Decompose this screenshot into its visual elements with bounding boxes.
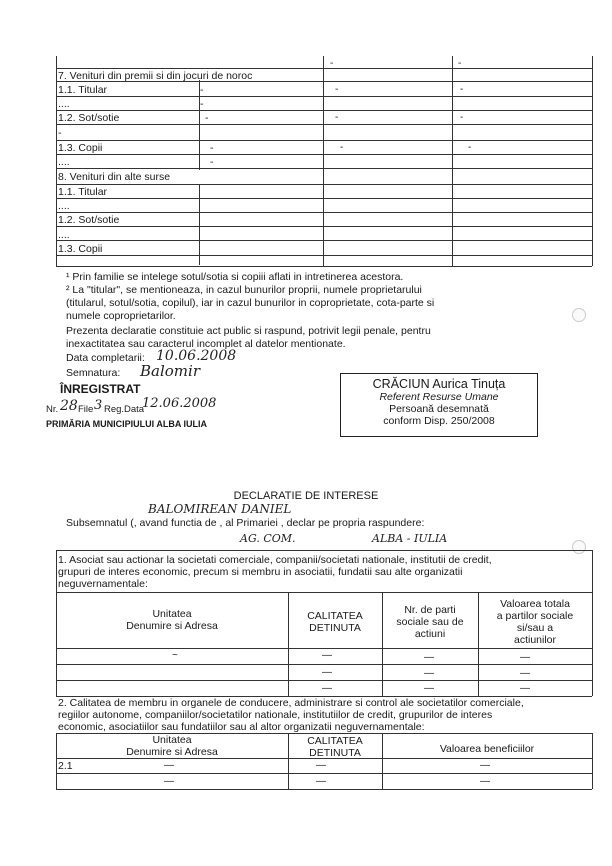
dash-mark: — bbox=[164, 760, 174, 771]
dash-mark: — bbox=[322, 667, 332, 678]
file-label: File bbox=[78, 404, 94, 415]
t2-col3: Valoarea beneficiilor bbox=[439, 743, 535, 755]
t2-row-1-label: 2.1 bbox=[58, 760, 73, 772]
referent-name: CRĂCIUN Aurica Tinuța bbox=[372, 377, 506, 391]
dash-mark: — bbox=[322, 650, 332, 661]
data-label: Data bbox=[124, 404, 145, 415]
t1-col3-line3: actiuni bbox=[414, 628, 446, 640]
declaration-line-1: Prezenta declaratie constituie act public si raspund, potrivit legii penale, pentru bbox=[66, 325, 431, 337]
footnote-2-line-1: ² La "titular", se mentioneaza, in cazul bunurilor proprii, numele proprietarului bbox=[66, 284, 422, 296]
data-value: 12.06.2008 bbox=[142, 396, 217, 411]
row-mark: - bbox=[210, 142, 214, 154]
section-7-title: 7. Venituri din premii si din jocuri de noroc bbox=[58, 70, 253, 82]
row-label: .... bbox=[58, 229, 70, 241]
dash-mark: — bbox=[424, 652, 434, 663]
row-label: 1.3. Copii bbox=[58, 243, 103, 255]
row-mark: - bbox=[210, 156, 214, 168]
file-value: 3 bbox=[94, 398, 103, 413]
dash-mark: - bbox=[458, 58, 462, 69]
dash-mark: — bbox=[316, 760, 326, 771]
t2-col2-line2: DETINUTA bbox=[309, 747, 361, 759]
t1-col2-line2: DETINUTA bbox=[309, 622, 361, 634]
row-label: 1.2. Sot/sotie bbox=[58, 214, 120, 226]
date-handwritten: 10.06.2008 bbox=[156, 348, 237, 364]
dash-mark: — bbox=[480, 776, 490, 787]
handwritten-city: ALBA - IULIA bbox=[372, 532, 448, 545]
t1-col1-line2: Denumire si Adresa bbox=[126, 620, 218, 632]
footnote-2-line-2: (titularul, sotul/sotia, copilul), iar in cazul bunurilor in coproprietate, cota-parte si bbox=[66, 297, 435, 309]
dash-mark: - bbox=[340, 142, 344, 153]
signature: Balomir bbox=[140, 362, 200, 380]
punch-hole bbox=[572, 308, 586, 322]
declaration-line-2: inexactitatea sau caracterul incomplet al datelor mentionate. bbox=[66, 338, 346, 350]
dash-mark: — bbox=[520, 683, 530, 694]
t1-col4-line3: si/sau a bbox=[516, 622, 554, 634]
subscribed-line: Subsemnatul (, avand functia de , al Primariei , declar pe propria raspundere: bbox=[66, 517, 425, 529]
date-label: Data completarii: bbox=[66, 352, 145, 364]
dash-mark: - bbox=[468, 142, 472, 153]
footnote-2-line-3: numele coproprietarilor. bbox=[66, 310, 176, 322]
nr-label: Nr. bbox=[46, 404, 59, 415]
row-label: 1.1. Titular bbox=[58, 84, 108, 96]
referent-line-3: Persoană desemnată bbox=[389, 403, 489, 415]
row-label: 1.1. Titular bbox=[58, 186, 108, 198]
section-2-line-2: regiilor autonome, companiilor/societatilor nationale, institutiilor de credit, grupurilor de interes bbox=[58, 709, 493, 721]
dash-mark: ~ bbox=[172, 650, 178, 661]
t2-col1-line1: Unitatea bbox=[152, 734, 192, 746]
signature-label: Semnatura: bbox=[66, 367, 121, 379]
section-8-title: 8. Venituri din alte surse bbox=[58, 171, 171, 183]
t1-col1-line1: Unitatea bbox=[152, 608, 192, 620]
section-1-line-2: grupuri de interes economic, precum si membru in asociatii, fundatii sau alte organizatii bbox=[58, 566, 463, 578]
dash-mark: — bbox=[424, 668, 434, 679]
dash-mark: - bbox=[460, 84, 464, 95]
row-mark: - bbox=[200, 84, 204, 96]
row-mark: - bbox=[200, 98, 204, 110]
t1-col4-line2: a partilor sociale bbox=[496, 610, 574, 622]
dash-mark: - bbox=[460, 112, 464, 123]
row-mark: - bbox=[205, 112, 209, 124]
punch-hole bbox=[572, 540, 586, 554]
reg-label: Reg. bbox=[104, 404, 125, 415]
stamp-institution: PRIMĂRIA MUNICIPIULUI ALBA IULIA bbox=[46, 419, 207, 429]
t1-col4-line4: actiunilor bbox=[513, 634, 557, 646]
t2-col1-line2: Denumire si Adresa bbox=[126, 746, 218, 758]
dash-mark: — bbox=[322, 683, 332, 694]
section-2-line-1: 2. Calitatea de membru in organele de conducere, administrare si control ale societatilor comerciale, bbox=[58, 697, 524, 709]
row-label: 1.3. Copii bbox=[58, 142, 103, 154]
section-1-line-1: 1. Asociat sau actionar la societati comerciale, companii/societati nationale, institutii de credit, bbox=[58, 554, 492, 566]
t1-col2-line1: CALITATEA bbox=[307, 610, 363, 622]
dash-mark: — bbox=[424, 683, 434, 694]
row-label: .... bbox=[58, 200, 70, 212]
referent-role: Referent Resurse Umane bbox=[379, 391, 499, 403]
row-label: .... bbox=[58, 156, 70, 168]
referent-line-4: conform Disp. 250/2008 bbox=[383, 415, 495, 427]
dash-mark: - bbox=[330, 58, 334, 69]
row-label: .... bbox=[58, 98, 70, 110]
footnote-1: ¹ Prin familie se intelege sotul/sotia si copiii aflati in intretinerea acestora. bbox=[66, 271, 404, 283]
section-2-line-3: economic, asociatiilor sau fundatiilor sau al altor organizatii neguvernamentale: bbox=[58, 721, 425, 733]
referent-stamp bbox=[340, 373, 538, 437]
row-label: - bbox=[58, 127, 62, 139]
row-label: 1.2. Sot/sotie bbox=[58, 112, 120, 124]
page-title: DECLARATIE DE INTERESE bbox=[233, 490, 379, 502]
dash-mark: — bbox=[316, 776, 326, 787]
dash-mark: - bbox=[335, 84, 339, 95]
dash-mark: — bbox=[480, 760, 490, 771]
section-1-line-3: neguvernamentale: bbox=[58, 578, 148, 590]
dash-mark: — bbox=[164, 776, 174, 787]
nr-value: 28 bbox=[60, 398, 78, 414]
handwritten-function: AG. COM. bbox=[240, 532, 296, 545]
dash-mark: - bbox=[335, 112, 339, 123]
dash-mark: — bbox=[520, 668, 530, 679]
stamp-title: ÎNREGISTRAT bbox=[60, 382, 141, 396]
t1-col3-line2: sociale sau de bbox=[396, 616, 464, 628]
handwritten-name: BALOMIREAN DANIEL bbox=[148, 502, 292, 516]
t2-col2-line1: CALITATEA bbox=[307, 735, 363, 747]
dash-mark: — bbox=[520, 652, 530, 663]
t1-col4-line1: Valoarea totala bbox=[500, 598, 570, 610]
t1-col3-line1: Nr. de parti bbox=[404, 604, 456, 616]
